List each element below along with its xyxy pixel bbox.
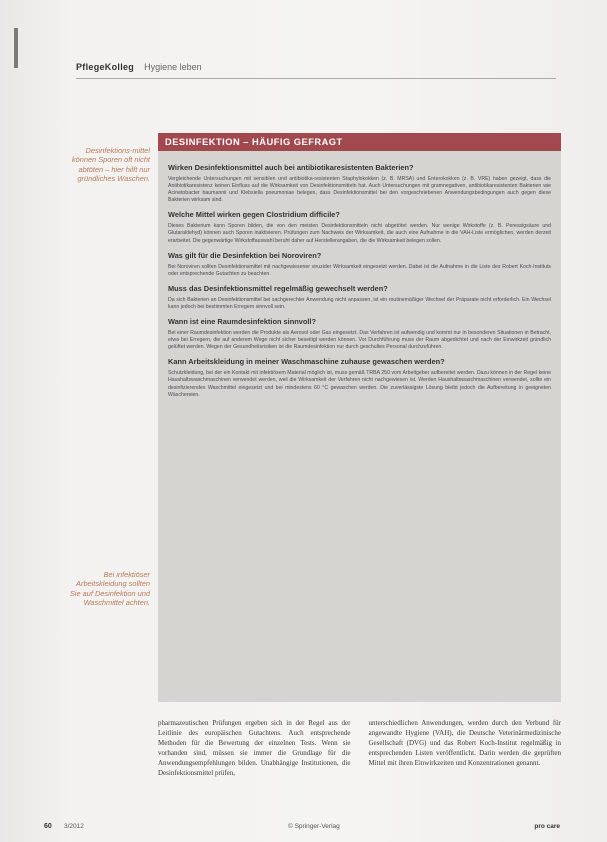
header-rule: [76, 78, 556, 79]
footer-page-number: 60: [44, 823, 52, 830]
faq-answer: Bei Noroviren sollten Desinfektionsmittel mit nachgewiesener viruzider Wirksamkeit eingesetzt werden. Dabei ist die Aufnahme in die Liste des Robert Koch-Instituts oder entsprechende Gutachten zu beachten.: [168, 263, 551, 277]
faq-answer: Bei einer Raumdesinfektion werden die Produkte als Aerosol oder Gas eingesetzt. Das Verfahren ist aufwendig und kommt nur in besonderen Situationen in Betracht, etwa bei Erregern, die auf anderem Wege nicht sicher beseitigt werden können. Vor Durchführung muss der Raum abgedichtet und nach der Einwirkzeit gründlich gelüftet werden. Wegen der Gesundheitsrisiken ist die Raumdesinfektion nur durch geschultes Personal durchzuführen.: [168, 330, 551, 351]
header-brand: PflegeKolleg: [76, 62, 135, 72]
header-subtitle: Hygiene leben: [144, 62, 202, 72]
footer-magazine: pro care: [534, 823, 560, 830]
side-quote-bottom: Bei infektiöser Arbeitskleidung sollten Sie auf Desinfektion und Waschmittel achten.: [69, 570, 150, 608]
page-footer: [40, 823, 560, 835]
faq-question: Was gilt für die Desinfektion bei Noroviren?: [168, 250, 322, 260]
footer-publisher: © Springer-Verlag: [288, 823, 340, 830]
faq-answer: Da sich Bakterien an Desinfektionsmittel bei sachgerechter Anwendung nicht anpassen, ist ein routinemäßiger Wechsel der Präparate nicht erforderlich. Ein Wechsel kann jedoch bei bestimmten Erregern sinnvoll sein.: [168, 296, 551, 310]
faq-answer: Vergleichende Untersuchungen mit sensiblen und antibiotika-resistenten Staphylokokken (z. B. MRSA) und Enterokokken (z. B. VRE) haben gezeigt, dass die Antibiotikaresistenz keinen Einfluss auf die Wirksamkeit von Desinfektionsmitteln hat. Auch Untersuchungen mit gramnegativen, antibiotikaresistenten Bakterien wie Acinetobacter baumannii und Klebsiella pneumoniae belegen, dass Desinfektionsmittel bei den vorgeschriebenen Anwendungsbedingungen auch gegen diese Bakterien wirksam sind.: [168, 176, 551, 204]
faq-question: Muss das Desinfektionsmittel regelmäßig gewechselt werden?: [168, 283, 388, 293]
side-quote-top: Desinfektions-mittel können Sporen oft nicht abtöten – hier hilft nur gründliches Waschen.: [71, 146, 150, 184]
margin-rule: [14, 28, 18, 68]
body-column-left: pharmazeutischen Prüfungen ergeben sich in der Regel aus der Leitlinie des europäischen Gutachtens. Auch entsprechende Methoden für die Bewertung der einzelnen Tests. Wenn sie vorhanden sind, müssen sie immer die Grundlage für die Anwendungsempfehlungen bilden. Unabhängige Institutionen, die Desinfektionsmittel prüfen,: [158, 719, 351, 777]
faq-question: Kann Arbeitskleidung in meiner Waschmaschine zuhause gewaschen werden?: [168, 357, 445, 367]
faq-answer: Dieses Bakterium kann Sporen bilden, die von den meisten Desinfektionsmitteln nicht abgetötet werden. Nur wenige Wirkstoffe (z. B. Peressigsäure und Glutaraldehyd) können auch Sporen inaktivieren. Prüfungen zum Nachweis der Wirksamkeit, die auch eine Aufnahme in die VAH-Liste ermöglichen, werden derzeit erarbeitet. Die gegenwärtige Wirkstoffauswahl beruht daher auf Herstellerangaben, die die Wirksamkeit belegen sollen.: [168, 223, 551, 244]
faq-answer: Schutzkleidung, bei der ein Kontakt mit infektiösem Material möglich ist, muss gemäß TRBA 250 vom Arbeitgeber aufbereitet werden. Dazu können in der Regel keine Haushaltswaschmaschinen verwendet werden, weil die Wirksamkeit der Verfahren nicht nachgewiesen ist. Werden Haushaltswaschmaschinen verwendet, sollte ein desinfizierendes Waschmittel eingesetzt und bei mindestens 60 °C gewaschen werden. Die zuverlässigste Lösung bleibt jedoch die Aufbereitung in geeigneten Wäschereien.: [168, 370, 551, 398]
faq-box-header: [158, 133, 561, 151]
faq-question: Wann ist eine Raumdesinfektion sinnvoll?: [168, 317, 316, 327]
faq-question: Welche Mittel wirken gegen Clostridium difficile?: [168, 210, 340, 220]
body-columns: [158, 718, 561, 778]
footer-issue: 3/2012: [64, 823, 84, 830]
faq-box: [158, 133, 561, 702]
faq-box-title: DESINFEKTION – HÄUFIG GEFRAGT: [165, 137, 343, 147]
body-column-right: unterschiedlichen Anwendungen, werden durch den Verbund für angewandte Hygiene (VAH), die Deutsche Veterinärmedizinische Gesellschaft (DVG) und das Robert Koch-Institut regelmäßig in entsprechenden Listen veröffentlicht. Darin werden die geprüften Mittel mit ihren Einwirkzeiten und Konzentrationen genannt.: [368, 719, 561, 767]
faq-question: Wirken Desinfektionsmittel auch bei antibiotikaresistenten Bakterien?: [168, 163, 414, 172]
faq-box-body: [158, 151, 561, 399]
running-head: [76, 62, 556, 76]
